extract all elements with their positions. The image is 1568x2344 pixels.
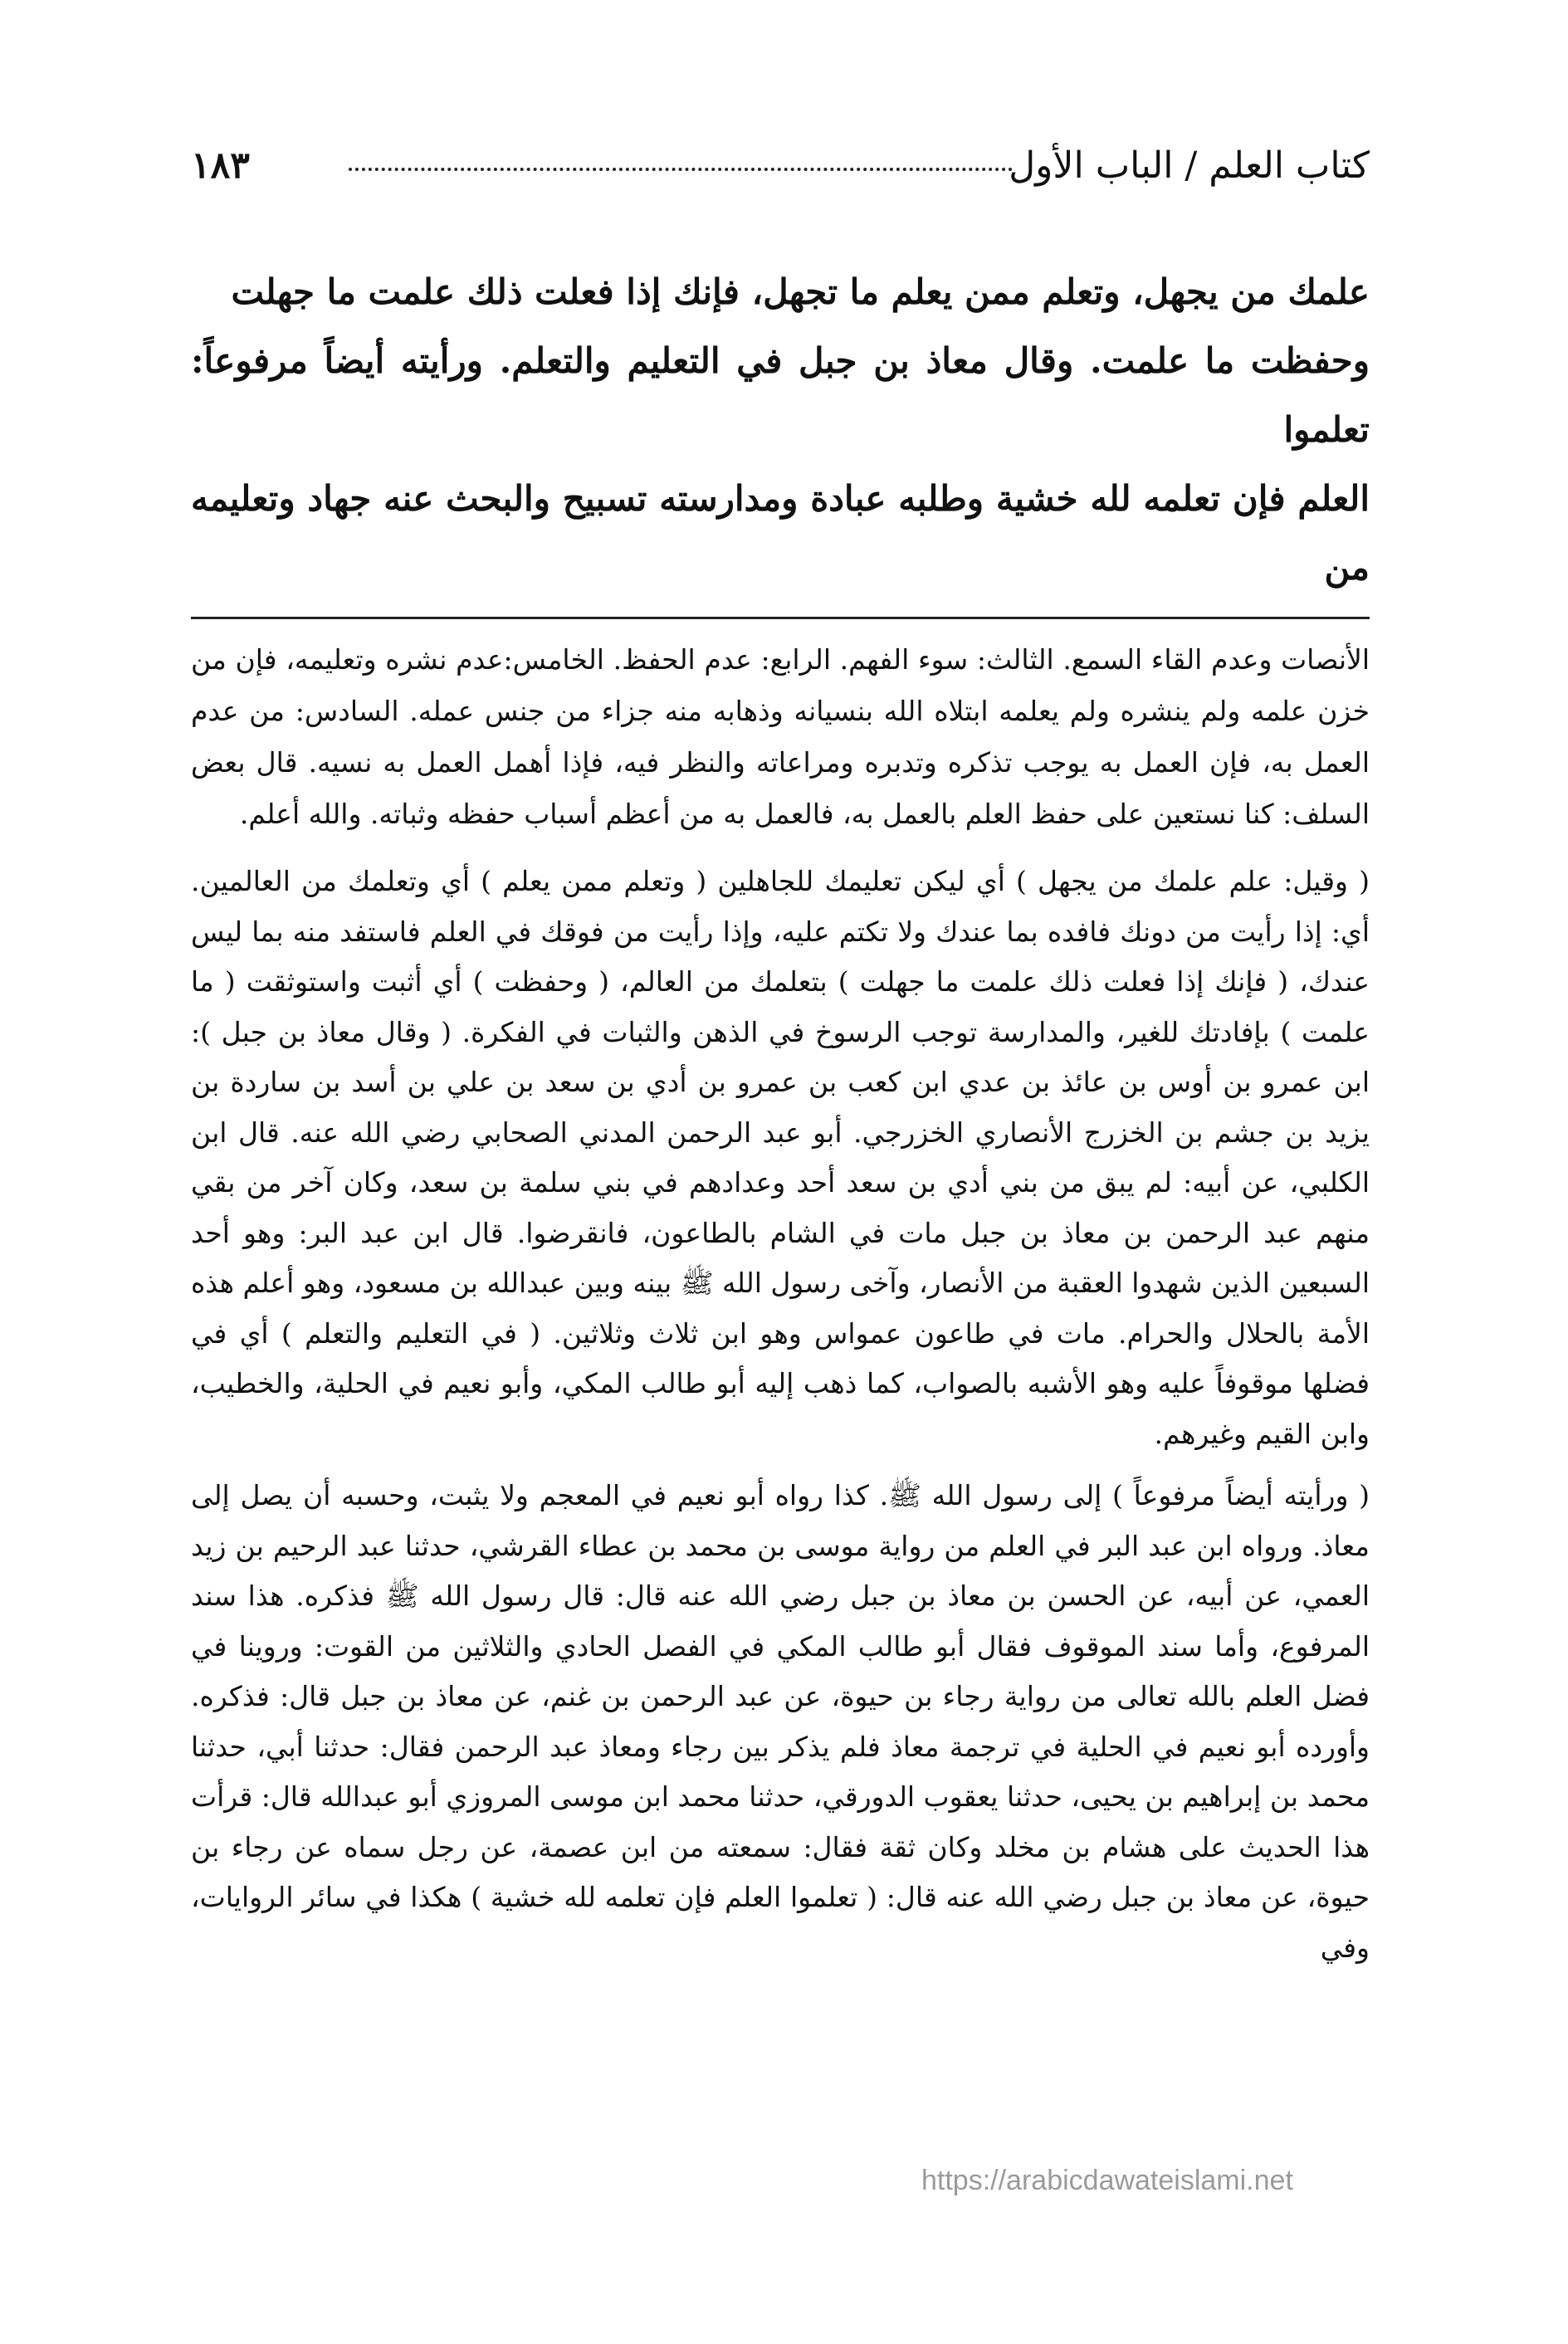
document-page bbox=[191, 141, 1370, 1985]
main-text-line: علمك من يجهل، وتعلم ممن يعلم ما تجهل، فإنك إذا فعلت ذلك علمت ما جهلت bbox=[231, 271, 1370, 312]
main-text-line: وحفظت ما علمت. وقال معاذ بن جبل في التعليم والتعلم. ورأيته أيضاً مرفوعاً: تعلموا bbox=[191, 340, 1370, 450]
running-title: كتاب العلم / الباب الأول bbox=[1009, 144, 1370, 187]
footnote: الأنصات وعدم القاء السمع. الثالث: سوء الفهم. الرابع: عدم الحفظ. الخامس:عدم نشره وتعليمه، فإن من خزن علمه ولم ينشره ولم يعلمه ابتلاه الله بنسيانه وذهابه منه جزاء من جنس عمله. السادس: من عدم العمل به، فإن العمل به يوجب تذكره وتدبره ومراعاته والنظر فيه، فإذا أهمل العمل به نسيه. قال بعض السلف: كنا نستعين على حفظ العلم بالعمل به، فالعمل به من أعظم أسباب حفظه وثباته. والله أعلم. bbox=[191, 643, 1370, 830]
page-number: ١٨٣ bbox=[191, 144, 250, 187]
section-divider bbox=[191, 617, 1370, 619]
commentary-paragraph: ( ورأيته أيضاً مرفوعاً ) إلى رسول الله ﷺ. كذا رواه أبو نعيم في المعجم ولا يثبت، وحسبه أن يصل إلى معاذ. ورواه ابن عبد البر في العلم من رواية موسى بن محمد بن عطاء القرشي، حدثنا عبد الرحيم بن زيد العمي، عن أبيه، عن الحسن بن معاذ بن جبل رضي الله عنه قال: قال رسول الله ﷺ فذكره. هذا سند المرفوع، وأما سند الموقوف فقال أبو طالب المكي في الفصل الحادي والثلاثين من القوت: وروينا في فضل العلم بالله تعالى من رواية رجاء بن حيوة، عن عبد الرحمن بن غنم، عن معاذ بن جبل قال: فذكره. وأورده أبو نعيم في الحلية في ترجمة معاذ فلم يذكر بين رجاء ومعاذ عبد الرحمن فقال: حدثنا أبي، حدثنا محمد بن إبراهيم بن يحيى، حدثنا يعقوب الدورقي، حدثنا محمد ابن موسى المروزي أبو عبدالله قال: قرأت هذا الحديث على هشام بن مخلد وكان ثقة فقال: سمعته من ابن عصمة، عن رجل سماه عن رجاء بن حيوة، عن معاذ بن جبل رضي الله عنه قال: ( تعلموا العلم فإن تعلمه لله خشية ) هكذا في سائر الروايات، وفي bbox=[191, 1479, 1370, 1964]
page-header bbox=[191, 141, 1370, 191]
main-text-line: العلم فإن تعلمه لله خشية وطلبه عبادة ومدارسته تسبيح والبحث عنه جهاد وتعليمه من bbox=[191, 478, 1370, 588]
commentary bbox=[191, 857, 1370, 1973]
dotted-leader bbox=[349, 168, 1013, 171]
commentary-paragraph: ( وقيل: علم علمك من يجهل ) أي ليكن تعليمك للجاهلين ( وتعلم ممن يعلم ) أي وتعلمك من العالمين. أي: إذا رأيت من دونك فافده بما عندك ولا تكتم عليه، وإذا رأيت من فوقك في العلم فاستفد منه بما ليس عندك، ( فإنك إذا فعلت ذلك علمت ما جهلت ) بتعلمك من العالم، ( وحفظت ) أي أثبت واستوثقت ( ما علمت ) بإفادتك للغير، والمدارسة توجب الرسوخ في الذهن والثبات في الفكرة. ( وقال معاذ بن جبل ): ابن عمرو بن أوس بن عائذ بن عدي ابن كعب بن عمرو بن أدي بن سعد بن علي بن أسد بن ساردة بن يزيد بن جشم بن الخزرج الأنصاري الخزرجي. أبو عبد الرحمن المدني الصحابي رضي الله عنه. قال ابن الكلبي، عن أبيه: لم يبق من بني أدي بن سعد أحد وعدادهم في بني سلمة بن سعد، وكان آخر من بقي منهم عبد الرحمن بن معاذ بن جبل مات في الشام بالطاعون، فانقرضوا. قال ابن عبد البر: وهو أحد السبعين الذين شهدوا العقبة من الأنصار، وآخى رسول الله ﷺ بينه وبين عبدالله بن مسعود، وهو أعلم هذه الأمة بالحلال والحرام. مات في طاعون عمواس وهو ابن ثلاث وثلاثين. ( في التعليم والتعلم ) أي في فضلها موقوفاً عليه وهو الأشبه بالصواب، كما ذهب إليه أبو طالب المكي، وأبو نعيم في الحلية، والخطيب، وابن القيم وغيرهم. bbox=[191, 865, 1370, 1450]
main-text bbox=[191, 257, 1370, 602]
watermark-url: https://arabicdawateislami.net bbox=[921, 2165, 1293, 2196]
